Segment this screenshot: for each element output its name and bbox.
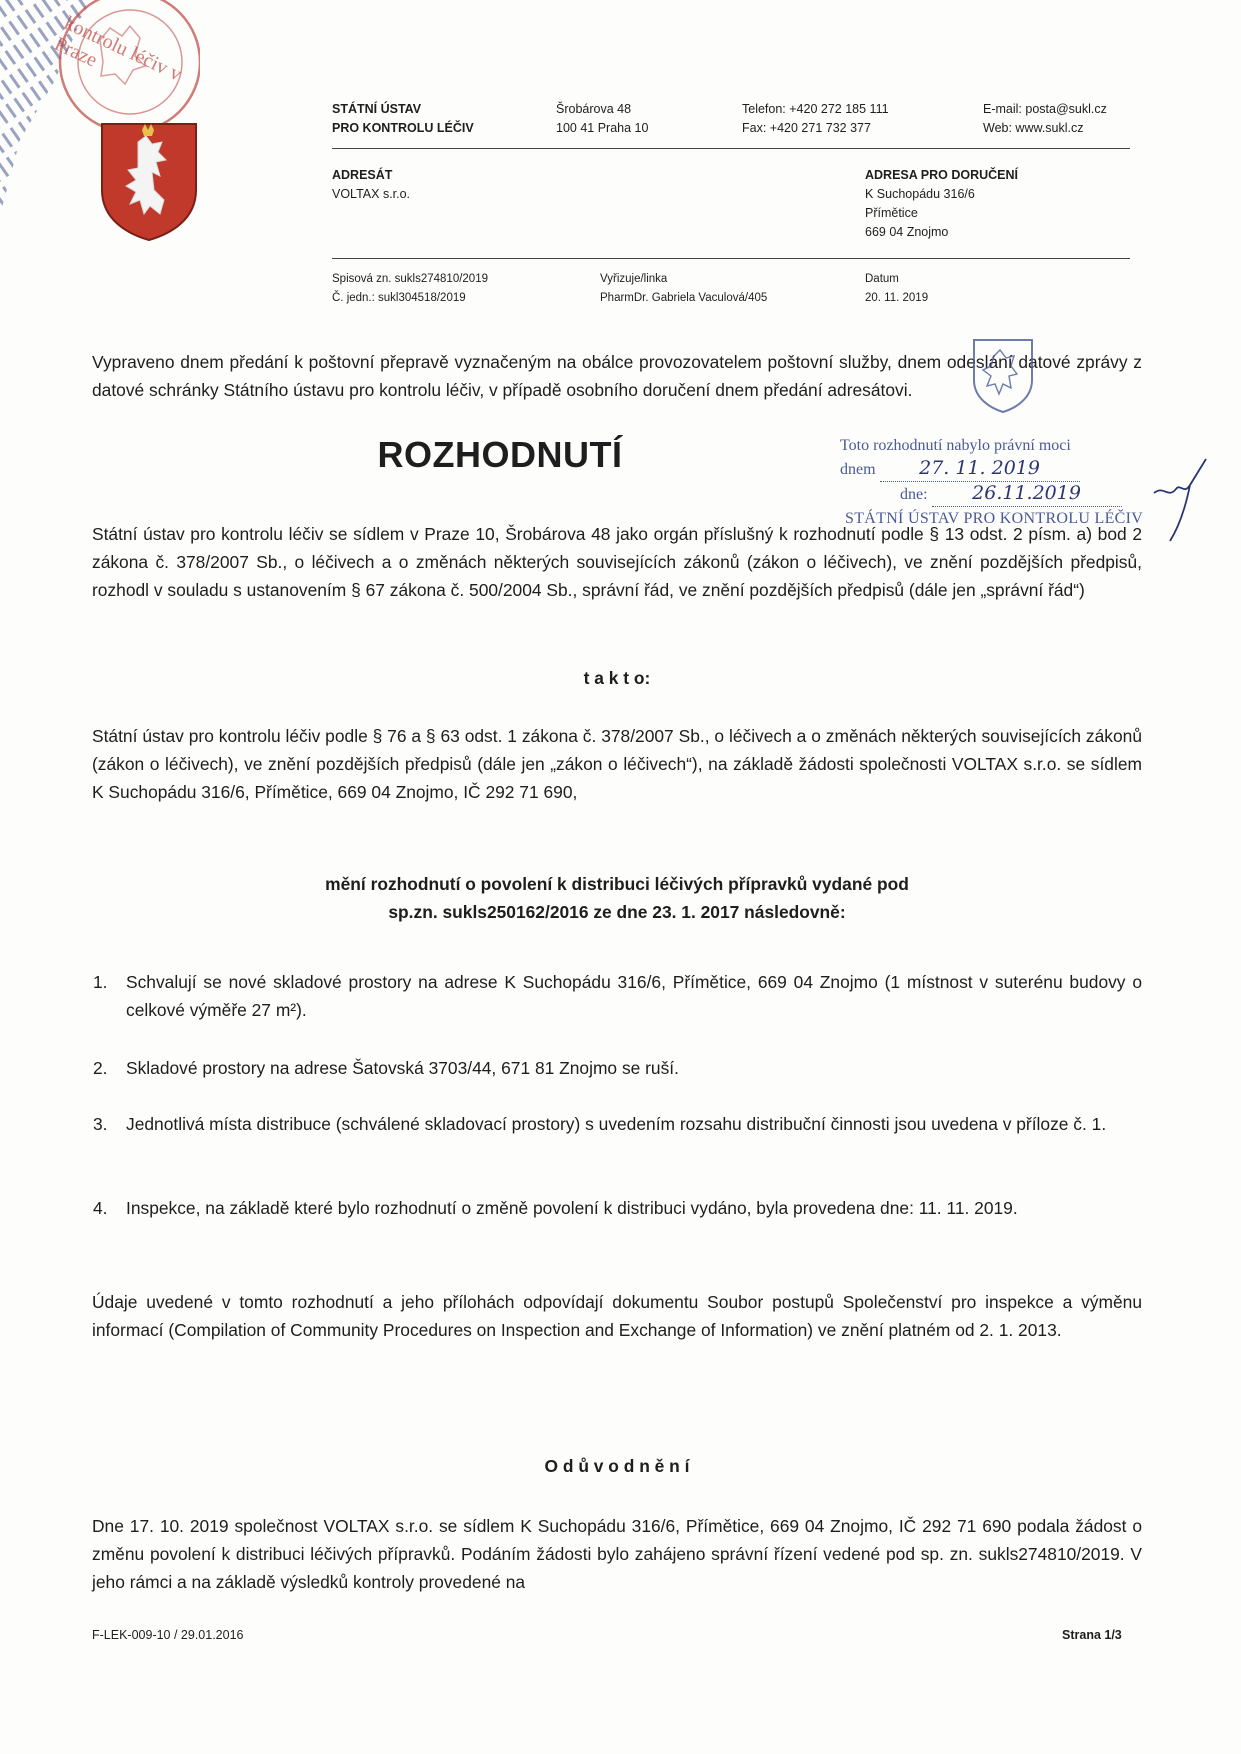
- address-line2: 100 41 Praha 10: [556, 121, 649, 135]
- legal-stamp-line3: [840, 482, 1170, 507]
- decision-item-2: [93, 1054, 1142, 1082]
- reference-date: [865, 270, 928, 308]
- intro-paragraph: Státní ústav pro kontrolu léčiv se sídlem v Praze 10, Šrobárova 48 jako orgán příslušný k rozhodnutí podle § 13 odst. 2 písm. a) bod 2 zákona č. 378/2007 Sb., o léčivech a o změnách některých souvisejících zákonů (zákon o léčivech), ve znění pozdějších předpisů, rozhodl v souladu s ustanovením § 67 zákona č. 500/2004 Sb., správní řád, ve znění pozdějších předpisů (dále jen „správní řád“): [92, 524, 1142, 600]
- reference-divider: [332, 258, 1130, 259]
- institution-address: [556, 100, 648, 138]
- delivery-line3: 669 04 Znojmo: [865, 225, 949, 239]
- reference-handler: [600, 270, 767, 308]
- legal-stamp-line4: STÁTNÍ ÚSTAV PRO KONTROLU LÉČIV: [845, 510, 1144, 527]
- item-text: Skladové prostory na adrese Šatovská 3703/44, 671 81 Znojmo se ruší.: [126, 1058, 679, 1078]
- reference-number: Č. jedn.: sukl304518/2019: [332, 292, 466, 304]
- web: Web: www.sukl.cz: [983, 121, 1084, 135]
- date-value: 20. 11. 2019: [865, 292, 929, 304]
- decision-item-1: [93, 968, 1142, 1024]
- takto-heading: t a k t o:: [583, 668, 651, 688]
- item-text: Jednotlivá místa distribuce (schválené skladovací prostory) s uvedením rozsahu distribuční činnosti jsou uvedena v příloze č. 1.: [126, 1114, 1107, 1134]
- signature-icon: [1150, 455, 1210, 545]
- contact-web: [983, 100, 1107, 138]
- coat-of-arms-icon: [98, 120, 200, 242]
- delivery-label: ADRESA PRO DORUČENÍ: [865, 168, 1019, 182]
- page-number: Strana 1/3: [1062, 1628, 1122, 1642]
- seal-text: kontrolu léčiv v Praze: [50, 12, 185, 86]
- file-number: Spisová zn. sukls274810/2019: [332, 273, 488, 285]
- delivery-line2: Přímětice: [865, 206, 918, 220]
- email: E-mail: posta@sukl.cz: [983, 102, 1107, 116]
- item-number: 3.: [93, 1114, 108, 1134]
- handler-label: Vyřizuje/linka: [600, 273, 668, 285]
- document-title: ROZHODNUTÍ: [377, 434, 623, 475]
- item-text: Inspekce, na základě které bylo rozhodnutí o změně povolení k distribuci vydáno, byla provedena dne: 11. 11. 2019.: [126, 1198, 1018, 1218]
- institution-line2: PRO KONTROLU LÉČIV: [332, 121, 474, 135]
- legal-stamp-dne-label: dne:: [900, 486, 928, 503]
- item-text: Schvalují se nové skladové prostory na adrese K Suchopádu 316/6, Přímětice, 669 04 Znojmo (1 místnost v suterénu budovy o celkové výměře 27 m²).: [126, 972, 1142, 1020]
- legal-stamp-line1: Toto rozhodnutí nabylo právní moci: [840, 437, 1071, 454]
- contact-phone-fax: [742, 100, 889, 138]
- phone: Telefon: +420 272 185 111: [742, 102, 889, 116]
- item-number: 1.: [93, 972, 108, 992]
- legal-stamp-line2: [840, 457, 1170, 482]
- decision-heading-line2: sp.zn. sukls250162/2016 ze dne 23. 1. 2017 následovně:: [388, 902, 846, 922]
- decision-basis: Státní ústav pro kontrolu léčiv podle § 76 a § 63 odst. 1 zákona č. 378/2007 Sb., o léčivech a o změnách některých souvisejících zákonů (zákon o léčivech), ve znění pozdějších předpisů (dále jen „zákon o léčivech“), na základě žádosti společnosti VOLTAX s.r.o. se sídlem K Suchopádu 316/6, Přímětice, 669 04 Znojmo, IČ 292 71 690,: [92, 726, 1142, 802]
- delivery-address-block: [865, 166, 1018, 242]
- decision-item-3: [93, 1110, 1142, 1138]
- decision-heading-line1: mění rozhodnutí o povolení k distribuci léčivých přípravků vydané pod: [325, 874, 909, 894]
- addressee-block: [332, 166, 410, 204]
- form-code: F-LEK-009-10 / 29.01.2016: [92, 1628, 244, 1642]
- legal-stamp-dnem-label: dnem: [840, 461, 876, 478]
- decision-heading: [92, 870, 1142, 926]
- address-line1: Šrobárova 48: [556, 102, 632, 116]
- date-label: Datum: [865, 273, 899, 285]
- item-number: 4.: [93, 1198, 108, 1218]
- compilation-note: Údaje uvedené v tomto rozhodnutí a jeho přílohách odpovídají dokumentu Soubor postupů Společenství pro inspekce a výměnu informací (Compilation of Community Procedures on Inspection and Exchange of Information) ve znění platném od 2. 1. 2013.: [92, 1292, 1142, 1340]
- handler-name: PharmDr. Gabriela Vaculová/405: [600, 292, 768, 304]
- addressee-label: ADRESÁT: [332, 168, 393, 182]
- legal-force-stamp: [840, 434, 1170, 530]
- legal-stamp-effective-date: 27. 11. 2019: [919, 457, 1040, 479]
- stamp-emblem-icon: [968, 334, 1038, 414]
- addressee-name: VOLTAX s.r.o.: [332, 187, 411, 201]
- header-divider: [332, 148, 1130, 149]
- institution-name: [332, 100, 474, 138]
- decision-item-4: [93, 1194, 1142, 1222]
- institution-line1: STÁTNÍ ÚSTAV: [332, 102, 422, 116]
- justification-paragraph: Dne 17. 10. 2019 společnost VOLTAX s.r.o. se sídlem K Suchopádu 316/6, Přímětice, 669 04 Znojmo, IČ 292 71 690 podala žádost o změnu povolení k distribuci léčivých přípravků. Podáním žádosti bylo zahájeno správní řízení vedené pod sp. zn. sukls274810/2019. V jeho rámci a na základě výsledků kontroly provedené na: [92, 1516, 1142, 1592]
- item-number: 2.: [93, 1058, 108, 1078]
- reference-file: [332, 270, 488, 308]
- justification-heading: O d ů v o d n ě n í: [544, 1456, 690, 1476]
- dispatch-note: Vypraveno dnem předání k poštovní přepravě vyznačeným na obálce provozovatelem poštovní služby, dnem odeslání datové zprávy z datové schránky Státního ústavu pro kontrolu léčiv, v případě osobního doručení dnem předání adresátovi.: [92, 352, 1142, 400]
- delivery-line1: K Suchopádu 316/6: [865, 187, 975, 201]
- fax: Fax: +420 271 732 377: [742, 121, 871, 135]
- legal-stamp-signed-date: 26.11.2019: [972, 482, 1081, 504]
